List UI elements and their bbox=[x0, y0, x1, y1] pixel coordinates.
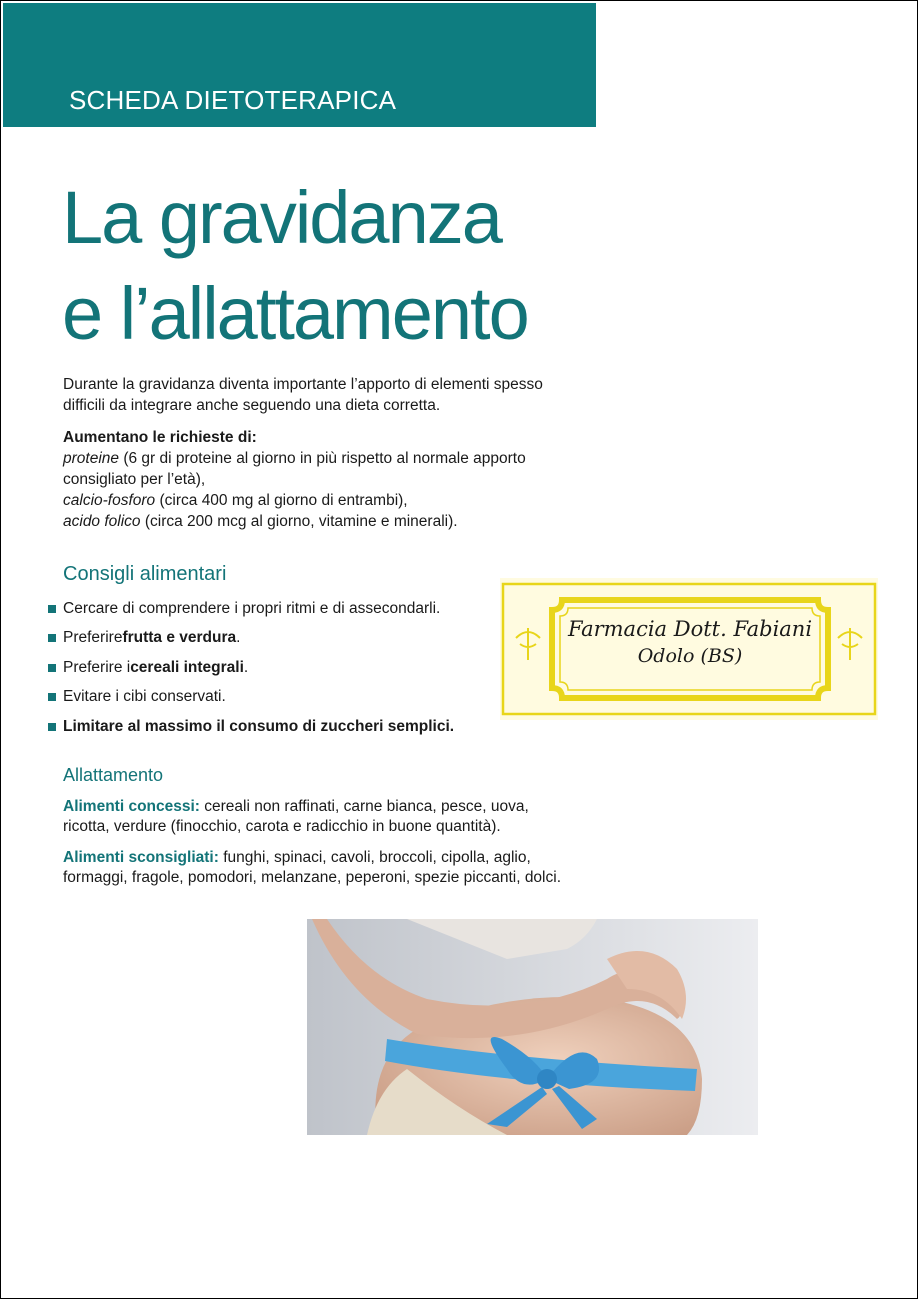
request-item bbox=[63, 511, 583, 532]
tip-text: Preferire i bbox=[63, 658, 131, 676]
list-item bbox=[48, 624, 508, 654]
tip-bold: cereali integrali bbox=[130, 658, 244, 676]
concessi-label: Alimenti concessi: bbox=[63, 798, 200, 815]
sconsigliati-text: funghi, spinaci, cavoli, broccoli, cipolla, aglio, formaggi, fragole, pomodori, melanzane, peperoni, spezie piccanti, dolci. bbox=[63, 849, 561, 886]
square-bullet-icon bbox=[48, 634, 56, 642]
header-label: SCHEDA DIETOTERAPICA bbox=[69, 85, 397, 115]
alimenti-sconsigliati bbox=[63, 848, 563, 888]
title-line-2: e l’allattamento bbox=[62, 272, 528, 355]
consigli-list bbox=[48, 594, 508, 742]
intro-paragraph: Durante la gravidanza diventa importante l’apporto di elementi spesso difficili da integrare anche seguendo una dieta corretta. bbox=[63, 376, 543, 414]
list-item bbox=[48, 653, 508, 683]
square-bullet-icon bbox=[48, 605, 56, 613]
stamp-line-2: Odolo (BS) bbox=[637, 645, 743, 667]
list-item bbox=[48, 712, 508, 742]
allattamento-title: Allattamento bbox=[63, 765, 164, 785]
request-text: (circa 400 mg al giorno di entrambi), bbox=[155, 492, 408, 509]
stamp-line-1: Farmacia Dott. Fabiani bbox=[567, 617, 813, 641]
square-bullet-icon bbox=[48, 723, 56, 731]
title-line-1: La gravidanza bbox=[62, 176, 501, 259]
pharmacy-stamp bbox=[500, 578, 878, 720]
concessi-text: cereali non raffinati, carne bianca, pesce, uova, ricotta, verdure (finocchio, carota e radicchio in buone quantità). bbox=[63, 798, 529, 835]
list-item bbox=[48, 594, 508, 624]
pregnant-belly-ribbon-image bbox=[307, 919, 758, 1135]
header-bar bbox=[3, 3, 596, 127]
tip-text: Preferire bbox=[63, 629, 123, 647]
consigli-title: Consigli alimentari bbox=[63, 563, 227, 585]
request-item bbox=[63, 490, 583, 511]
tip-text: Cercare di comprendere i propri ritmi e di assecondarli. bbox=[63, 599, 441, 617]
request-item bbox=[63, 448, 583, 490]
requests-block bbox=[63, 427, 583, 532]
request-term: proteine bbox=[63, 450, 120, 467]
list-item bbox=[48, 683, 508, 713]
tip-bold: Limitare al massimo il consumo di zuccheri semplici. bbox=[63, 717, 455, 735]
page-title bbox=[62, 170, 602, 362]
tip-bold: frutta e verdura bbox=[122, 629, 237, 647]
request-text: (6 gr di proteine al giorno in più rispetto al normale apporto consigliato per l’età), bbox=[63, 450, 526, 488]
request-term: acido folico bbox=[63, 513, 141, 530]
request-text: (circa 200 mcg al giorno, vitamine e minerali). bbox=[140, 513, 458, 530]
tip-text: . bbox=[243, 658, 249, 676]
sconsigliati-label: Alimenti sconsigliati: bbox=[63, 849, 219, 866]
requests-heading: Aumentano le richieste di: bbox=[63, 429, 257, 446]
tip-text: Evitare i cibi conservati. bbox=[63, 688, 226, 706]
square-bullet-icon bbox=[48, 693, 56, 701]
tip-text: . bbox=[236, 629, 241, 647]
square-bullet-icon bbox=[48, 664, 56, 672]
request-term: calcio-fosforo bbox=[63, 492, 156, 509]
alimenti-concessi bbox=[63, 797, 563, 837]
